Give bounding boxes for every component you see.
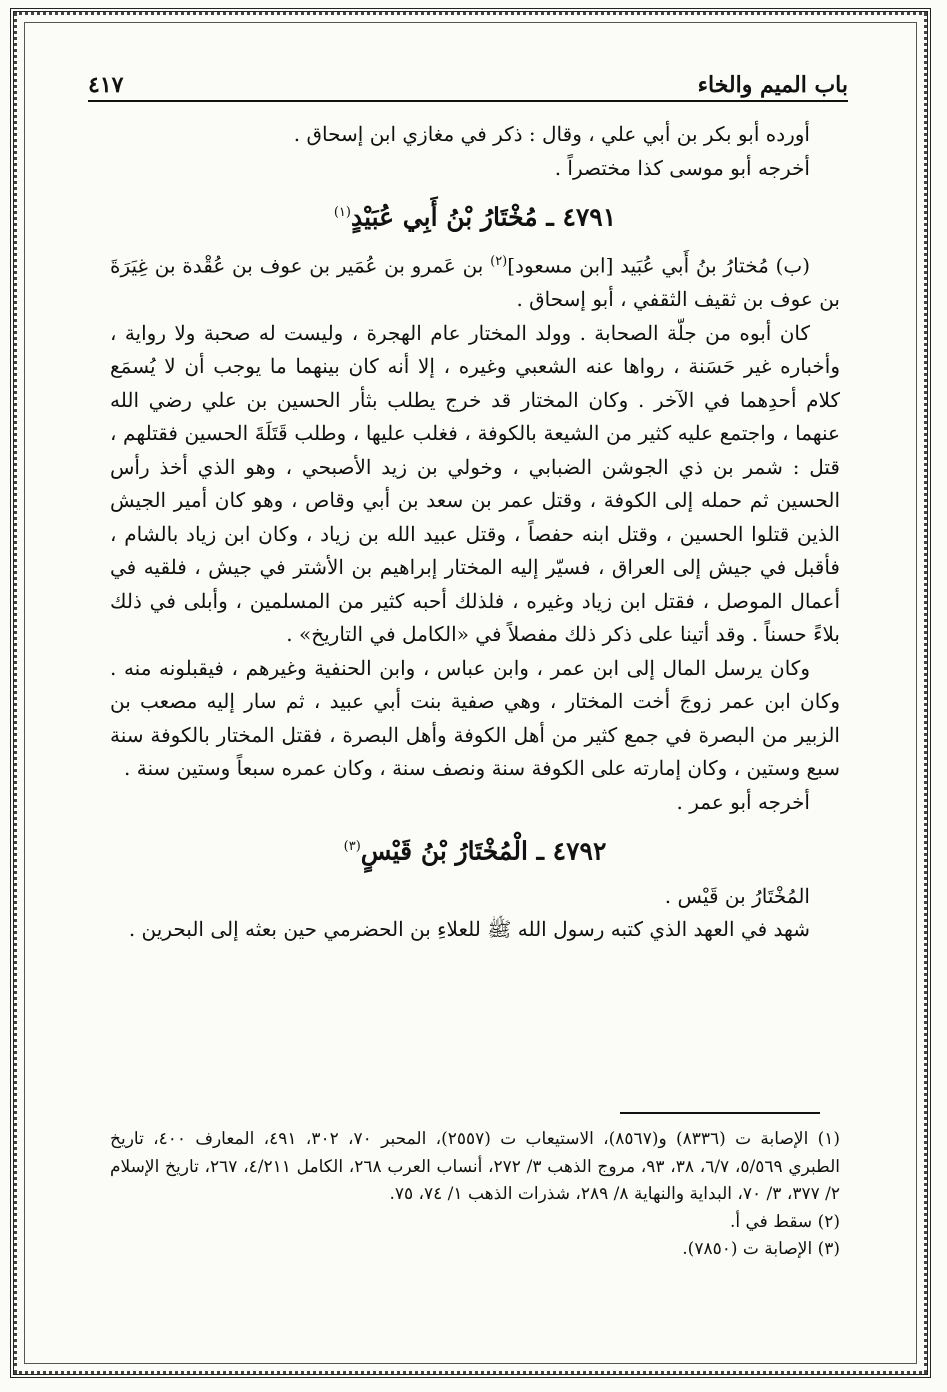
intro-line: أخرجه أبو موسى كذا مختصراً .: [554, 155, 810, 180]
chapter-title: باب الميم والخاء: [697, 72, 848, 98]
biography-paragraph: وكان يرسل المال إلى ابن عمر ، وابن عباس ، وابن الحنفية وغيرهم ، فيقبلونه منه . وكان ابن عمر زوجَ أخت المختار ، وهي صفية بنت أبي عبيد ، ثم سار إليه مصعب بن الزبير من البصرة في جمع كثير من أهل الكوفة وأهل البصرة ، فقتل المختار بالكوفة سنة سبع وستين ، وكان إمارته على الكوفة سنة ونصف سنة ، وكان عمره سبعاً وستين سنة .: [110, 655, 841, 781]
footnote-ref: (٢): [490, 254, 508, 270]
lineage-name: (ب) مُختارُ بنُ أَبي عُبَيد [ابن مسعود]: [507, 253, 810, 278]
lineage-paragraph: [110, 245, 840, 317]
entry-heading-text: ٤٧٩١ ـ مُخْتَارُ بْنُ أَبِي عُبَيْدٍ: [350, 202, 617, 232]
entry-heading-4791: [110, 191, 840, 239]
main-text: [110, 118, 840, 947]
footnote-ref: (٣): [343, 839, 361, 855]
footnote-ref: (١): [333, 205, 351, 220]
footnotes: [110, 1126, 840, 1264]
footnote: (٣) الإصابة ت (٧٨٥٠).: [682, 1239, 840, 1259]
footnote: (١) الإصابة ت (٨٣٣٦) و(٨٥٦٧)، الاستيعاب ت (٢٥٥٧)، المحبر ٧٠، ٣٠٢، ٤٩١، المعارف ٤٠٠، تاريخ الطبري ٥/٥٦٩، ٦/٧، ٣٨، ٩٣، مروج الذهب ٣/ ٢٧٢، أنساب العرب ٢٦٨، الكامل ٤/٢١١، ٢٦٧، تاريخ الإسلام ٢/ ٣٧٧، ٣/ ٧٠، البداية والنهاية ٨/ ٢٨٩، شذرات الذهب ١/ ٧٤، ٧٥.: [110, 1129, 841, 1204]
lineage-rest: بن عَمرو بن عُمَير بن عوف بن عُقْدة بن غِيَرَةَ بن عوف بن ثقيف الثقفي ، أبو إسحاق .: [110, 253, 840, 312]
page-number: ٤١٧: [88, 72, 124, 98]
source-attribution: أخرجه أبو عمر .: [676, 789, 810, 814]
footnote: (٢) سقط في أ.: [729, 1211, 840, 1232]
biography-paragraph: كان أبوه من جلّة الصحابة . وولد المختار عام الهجرة ، وليست له صحبة ولا رواية ، وأخباره غير حَسَنة ، رواها عنه الشعبي وغيره ، إلا أنه كان بينهما ما يوجب أن لا يُسمَع كلام أحدِهما في الآخر . وكان المختار قد خرج يطلب بثأر الحسين بن علي رضي الله عنهما ، واجتمع عليه كثير من الشيعة بالكوفة ، فغلب عليها ، وطلب قَتَلَةَ الحسين فقتلهم ، قتل : شمر بن ذي الجوشن الضبابي ، وخولي بن زيد الأصبحي ، وهو الذي أخذ رأس الحسين ثم حمله إلى الكوفة ، وقتل عمر بن سعد بن أبي وقاص ، وهو كان أمير الجيش الذين قتلوا الحسين ، وقتل ابنه حفصاً ، وقتل عبيد الله بن زياد ، وكان ابن زياد بالشام ، فأقبل في جيش إلى العراق ، فسيّر إليه المختار إبراهيم بن الأشتر في جيش ، فلقيه في أعمال الموصل ، فقتل ابن زياد وغيره ، فلذلك أحبه كثير من المسلمين ، وأبلى في ذلك بلاءً حسناً . وقد أتينا على ذكر ذلك مفصلاً في «الكامل في التاريخ» .: [110, 320, 840, 647]
entry-heading-text: ٤٧٩٢ ـ الْمُخْتَارُ بْنُ قَيْسٍ: [360, 836, 607, 866]
entry-heading-4792: [110, 825, 840, 873]
intro-line: أورده أبو بكر بن أبي علي ، وقال : ذكر في مغازي ابن إسحاق .: [293, 122, 810, 146]
running-header: [88, 68, 848, 102]
footnote-separator: [620, 1112, 820, 1114]
entry-line: شهد في العهد الذي كتبه رسول الله ﷺ للعلاءِ بن الحضرمي حين بعثه إلى البحرين .: [128, 917, 810, 942]
entry-line: المُخْتَارُ بن قَيْس .: [664, 883, 810, 908]
